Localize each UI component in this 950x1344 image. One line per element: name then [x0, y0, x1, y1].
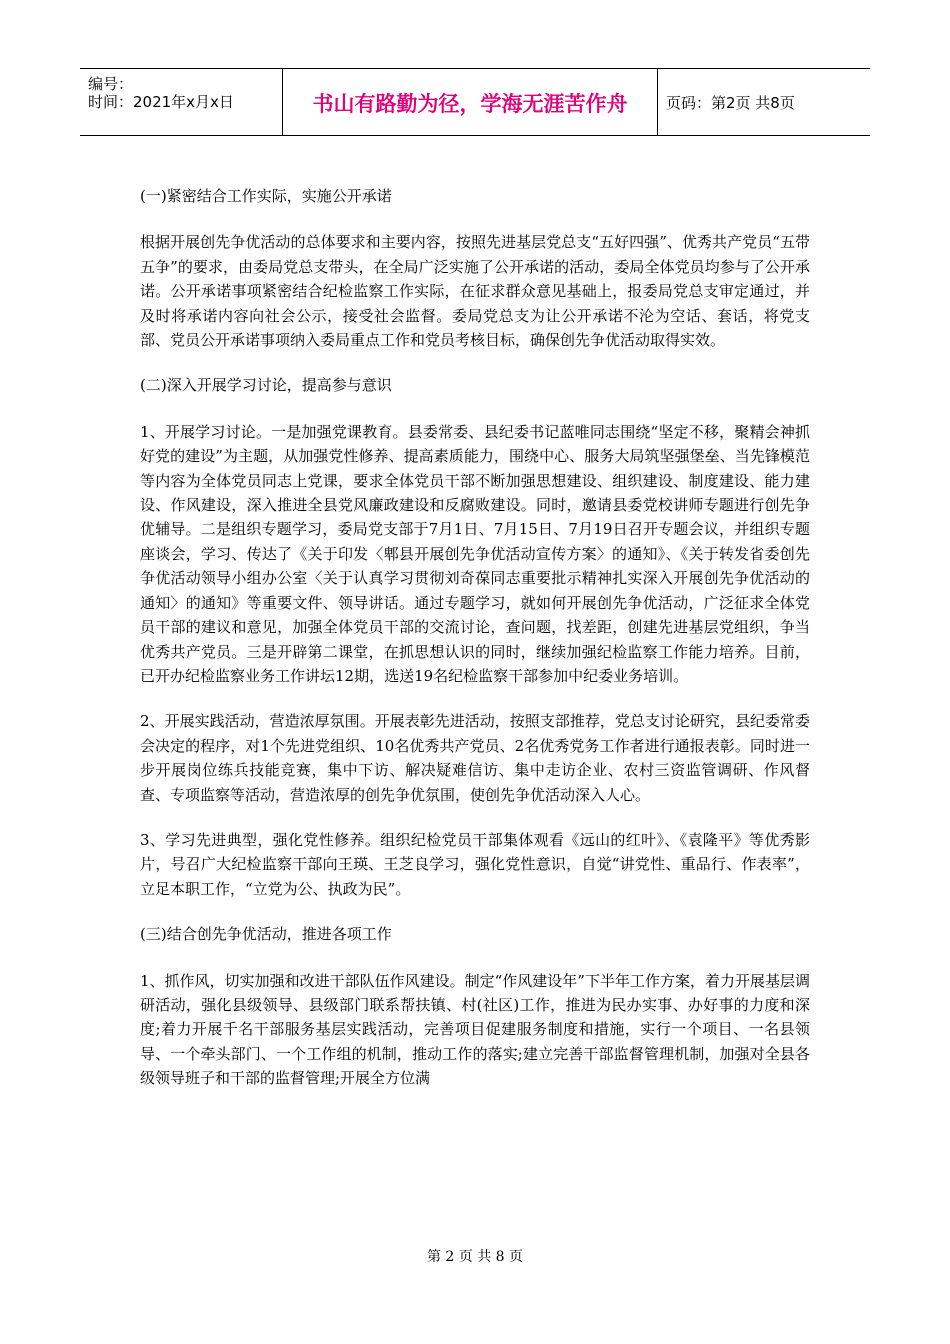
section-heading: (一)紧密结合工作实际，实施公开承诺 — [140, 187, 392, 205]
body-paragraph: 1、开展学习讨论。一是加强党课教育。县委常委、县纪委书记蓝唯同志围绕“坚定不移，聚精会神抓好党的建设”为主题，从加强党性修养、提高素质能力，围绕中心、服务大局筑坚强堡垒、当先锋模范等内容为全体党员同志上党课，要求全体党员干部不断加强思想建设、组织建设、制度建设、能力建设、作风建设，深入推进全县党风廉政建设和反腐败建设。同时，邀请县委党校讲师专题进行创先争优辅导。二是组织专题学习，委局党支部于7月1日、7月15日、7月19日召开专题会议，并组织专题座谈会，学习、传达了《关于印发〈郫县开展创先争优活动宣传方案〉的通知》、《关于转发省委创先争优活动领导小组办公室〈关于认真学习贯彻刘奇葆同志重要批示精神扎实深入开展创先争优活动的通知〉的通知》等重要文件、领导讲话。通过专题学习，就如何开展创先争优活动，广泛征求全体党员干部的建议和意见，加强全体党员干部的交流讨论，查问题，找差距，创建先进基层党组织，争当优秀共产党员。三是开辟第二课堂，在抓思想认识的同时，继续加强纪检监察工作能力培养。目前，已开办纪检监察业务工作讲坛12期，选送19名纪检监察干部参加中纪委业务培训。 — [140, 422, 810, 685]
document-body — [140, 184, 810, 1112]
body-paragraph: 1、抓作风，切实加强和改进干部队伍作风建设。制定“作风建设年”下半年工作方案，着力开展基层调研活动，强化县级领导、县级部门联系帮扶镇、村(社区)工作，推进为民办实事、办好事的力度和深度;着力开展千名干部服务基层实践活动，完善项目促建服务制度和措施，实行一个项目、一名县领导、一个牵头部门、一个工作组的机制，推动工作的落实;建立完善干部监督管理机制，加强对全县各级领导班子和干部的监督管理;开展全方位满 — [140, 971, 810, 1088]
header-page-label: 页码：第2页 共8页 — [666, 94, 795, 112]
body-paragraph: 2、开展实践活动，营造浓厚氛围。开展表彰先进活动，按照支部推荐，党总支讨论研究，县纪委常委会决定的程序，对1个先进党组织、10名优秀共产党员、2名优秀党务工作者进行通报表彰。同时进一步开展岗位练兵技能竞赛，集中下访、解决疑难信访、集中走访企业、农村三资监管调研、作风督查、专项监察等活动，营造浓厚的创先争优氛围，使创先争优活动深入人心。 — [140, 712, 810, 804]
document-date-label: 时间：2021年x月x日 — [88, 93, 234, 111]
document-number-label: 编号： — [88, 75, 134, 93]
body-paragraph: 3、学习先进典型，强化党性修养。组织纪检党员干部集体观看《远山的红叶》、《袁隆平》等优秀影片，号召广大纪检监察干部向王瑛、王芝良学习，强化党性意识，自觉“讲党性、重品行、作表率”，立足本职工作，“立党为公、执政为民”。 — [140, 830, 810, 898]
header-page-cell — [658, 69, 870, 135]
body-paragraph: 根据开展创先争优活动的总体要求和主要内容，按照先进基层党总支“五好四强”、优秀共产党员“五带五争”的要求，由委局党总支带头，在全局广泛实施了公开承诺的活动，委局全体党员均参与了公开承诺。公开承诺事项紧密结合纪检监察工作实际，在征求群众意见基础上，报委局党总支审定通过，并及时将承诺内容向社会公示，接受社会监督。委局党总支为让公开承诺不沦为空话、套话，将党支部、党员公开承诺事项纳入委局重点工作和党员考核目标，确保创先争优活动取得实效。 — [140, 233, 810, 350]
page-header — [80, 68, 870, 136]
page-footer: 第 2 页 共 8 页 — [426, 1249, 524, 1265]
header-motto: 书山有路勤为径，学海无涯苦作舟 — [312, 92, 628, 116]
header-motto-cell — [282, 69, 658, 135]
section-heading: (三)结合创先争优活动，推进各项工作 — [140, 925, 392, 944]
header-meta-cell — [80, 69, 282, 135]
section-heading: (二)深入开展学习讨论，提高参与意识 — [140, 376, 392, 395]
